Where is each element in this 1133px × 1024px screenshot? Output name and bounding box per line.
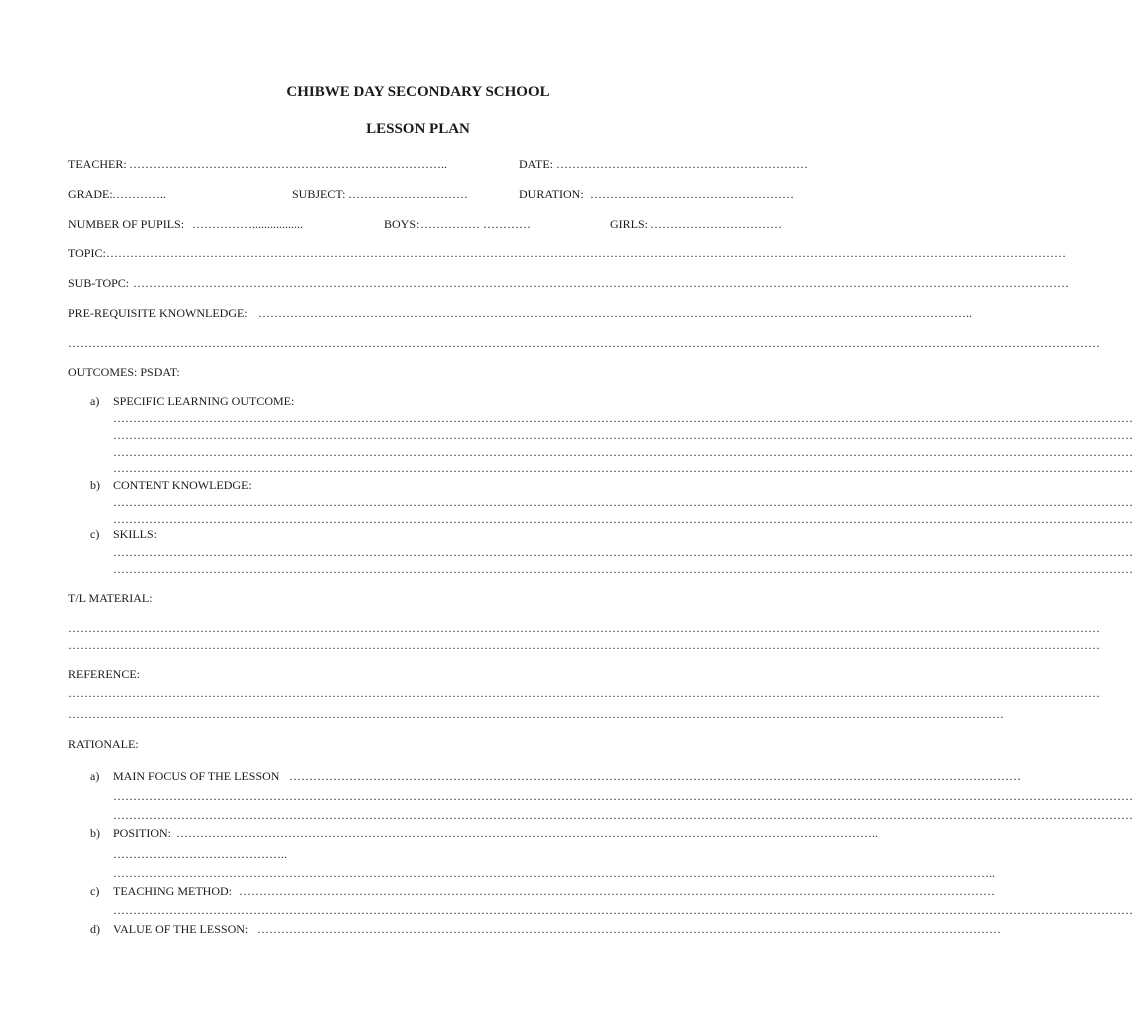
teacher-label: TEACHER: [68, 157, 127, 171]
grade-label: GRADE: [68, 187, 113, 201]
outcome-marker: b) [90, 478, 100, 492]
reference-line[interactable]: …………………………………………………………………………………………………………………………………………………………………………………………………………………………………… [68, 686, 1100, 700]
main-focus-line[interactable]: ………………………………………………………………………………………………………………………………………………………………………………………………………………………………… [113, 789, 1133, 803]
tl-material-label: T/L MATERIAL: [68, 591, 153, 605]
value-of-lesson-field[interactable]: …………………………………………………………………………………………………………………………………………………………………… [257, 922, 1001, 936]
content-knowledge-line[interactable]: ………………………………………………………………………………………………………………………………………………………………………………………………………………………………… [113, 512, 1133, 526]
specific-learning-outcome-line[interactable]: ………………………………………………………………………………………………………………………………………………………………………………………………………………………………… [113, 461, 1133, 475]
outcome-marker: a) [90, 394, 100, 408]
tl-material-line[interactable]: …………………………………………………………………………………………………………………………………………………………………………………………………………………………………… [68, 638, 1100, 652]
sub-topic-label: SUB-TOPC: [68, 276, 130, 290]
specific-learning-outcome-label: SPECIFIC LEARNING OUTCOME: [113, 394, 295, 408]
position-field[interactable]: ………………………………………………………………………………………………………………………………………………………….. [176, 826, 878, 840]
main-focus-label: MAIN FOCUS OF THE LESSON [113, 769, 280, 783]
main-focus-line[interactable]: ………………………………………………………………………………………………………………………………………………………………………………………………………………………………… [113, 808, 1133, 822]
content-knowledge-line[interactable]: ………………………………………………………………………………………………………………………………………………………………………………………………………………………………… [113, 495, 1133, 509]
prerequisite-label: PRE-REQUISITE KNOWNLEDGE: [68, 306, 248, 320]
number-of-pupils-label: NUMBER OF PUPILS: [68, 217, 185, 231]
prerequisite-field[interactable]: …………………………………………………………………………………………………………………………………………………………….. [258, 306, 972, 320]
specific-learning-outcome-line[interactable]: ………………………………………………………………………………………………………………………………………………………………………………………………………………………………… [113, 445, 1133, 459]
position-label: POSITION: [113, 826, 172, 840]
number-of-pupils-field[interactable]: ……………................. [192, 217, 303, 231]
date-label: DATE: [519, 157, 553, 171]
topic-field[interactable]: …………………………………………………………………………………………………………………………………………………………………………………………………………………… [106, 246, 1066, 260]
specific-learning-outcome-line[interactable]: ………………………………………………………………………………………………………………………………………………………………………………………………………………………………… [113, 428, 1133, 442]
skills-label: SKILLS: [113, 527, 158, 541]
boys-field[interactable]: …………… ………… [420, 217, 531, 231]
topic-label: TOPIC: [68, 246, 106, 260]
subject-field[interactable]: ………………………… [348, 187, 468, 201]
main-focus-field[interactable]: ………………………………………………………………………………………………………………………………………………………………… [289, 769, 1021, 783]
position-line[interactable]: …………………………………….. [113, 847, 287, 861]
value-of-lesson-label: VALUE OF THE LESSON: [113, 922, 249, 936]
prerequisite-field-line-2[interactable]: …………………………………………………………………………………………………………………………………………………………………………………………………………………………………… [68, 336, 1100, 350]
skills-line[interactable]: ………………………………………………………………………………………………………………………………………………………………………………………………………………………………… [113, 562, 1133, 576]
rationale-heading: RATIONALE: [68, 737, 139, 751]
rationale-marker: d) [90, 922, 100, 936]
girls-field[interactable]: …………………………… [650, 217, 782, 231]
date-field[interactable]: ……………………………………………………… [556, 157, 808, 171]
duration-label: DURATION: [519, 187, 584, 201]
outcome-marker: c) [90, 527, 100, 541]
skills-line[interactable]: ………………………………………………………………………………………………………………………………………………………………………………………………………………………………… [113, 545, 1133, 559]
reference-line[interactable]: ……………………………………………………………………………………………………………………………………………………………………………………………………………… [68, 707, 1004, 721]
tl-material-line[interactable]: …………………………………………………………………………………………………………………………………………………………………………………………………………………………………… [68, 621, 1100, 635]
girls-label: GIRLS: [610, 217, 649, 231]
rationale-marker: a) [90, 769, 100, 783]
teacher-field[interactable]: …………………………………………………………………….. [129, 157, 447, 171]
position-line[interactable]: ………………………………………………………………………………………………………………………………………………………………………………………………….. [113, 866, 995, 880]
teaching-method-line[interactable]: ………………………………………………………………………………………………………………………………………………………………………………………………………………………………… [113, 903, 1133, 917]
school-name: CHIBWE DAY SECONDARY SCHOOL [286, 84, 550, 100]
outcomes-heading: OUTCOMES: PSDAT: [68, 365, 180, 379]
teaching-method-label: TEACHING METHOD: [113, 884, 232, 898]
teaching-method-field[interactable]: ……………………………………………………………………………………………………………………………………………………………………… [239, 884, 995, 898]
boys-label: BOYS: [384, 217, 420, 231]
rationale-marker: b) [90, 826, 100, 840]
document-title: LESSON PLAN [366, 121, 470, 137]
sub-topic-field[interactable]: ……………………………………………………………………………………………………………………………………………………………………………………………………………… [133, 276, 1069, 290]
content-knowledge-label: CONTENT KNOWLEDGE: [113, 478, 252, 492]
rationale-marker: c) [90, 884, 100, 898]
subject-label: SUBJECT: [292, 187, 346, 201]
reference-label: REFERENCE: [68, 667, 141, 681]
duration-field[interactable]: …………………………………………… [590, 187, 794, 201]
grade-field[interactable]: ………….. [112, 187, 166, 201]
specific-learning-outcome-line[interactable]: ………………………………………………………………………………………………………………………………………………………………………………………………………………………………… [113, 411, 1133, 425]
